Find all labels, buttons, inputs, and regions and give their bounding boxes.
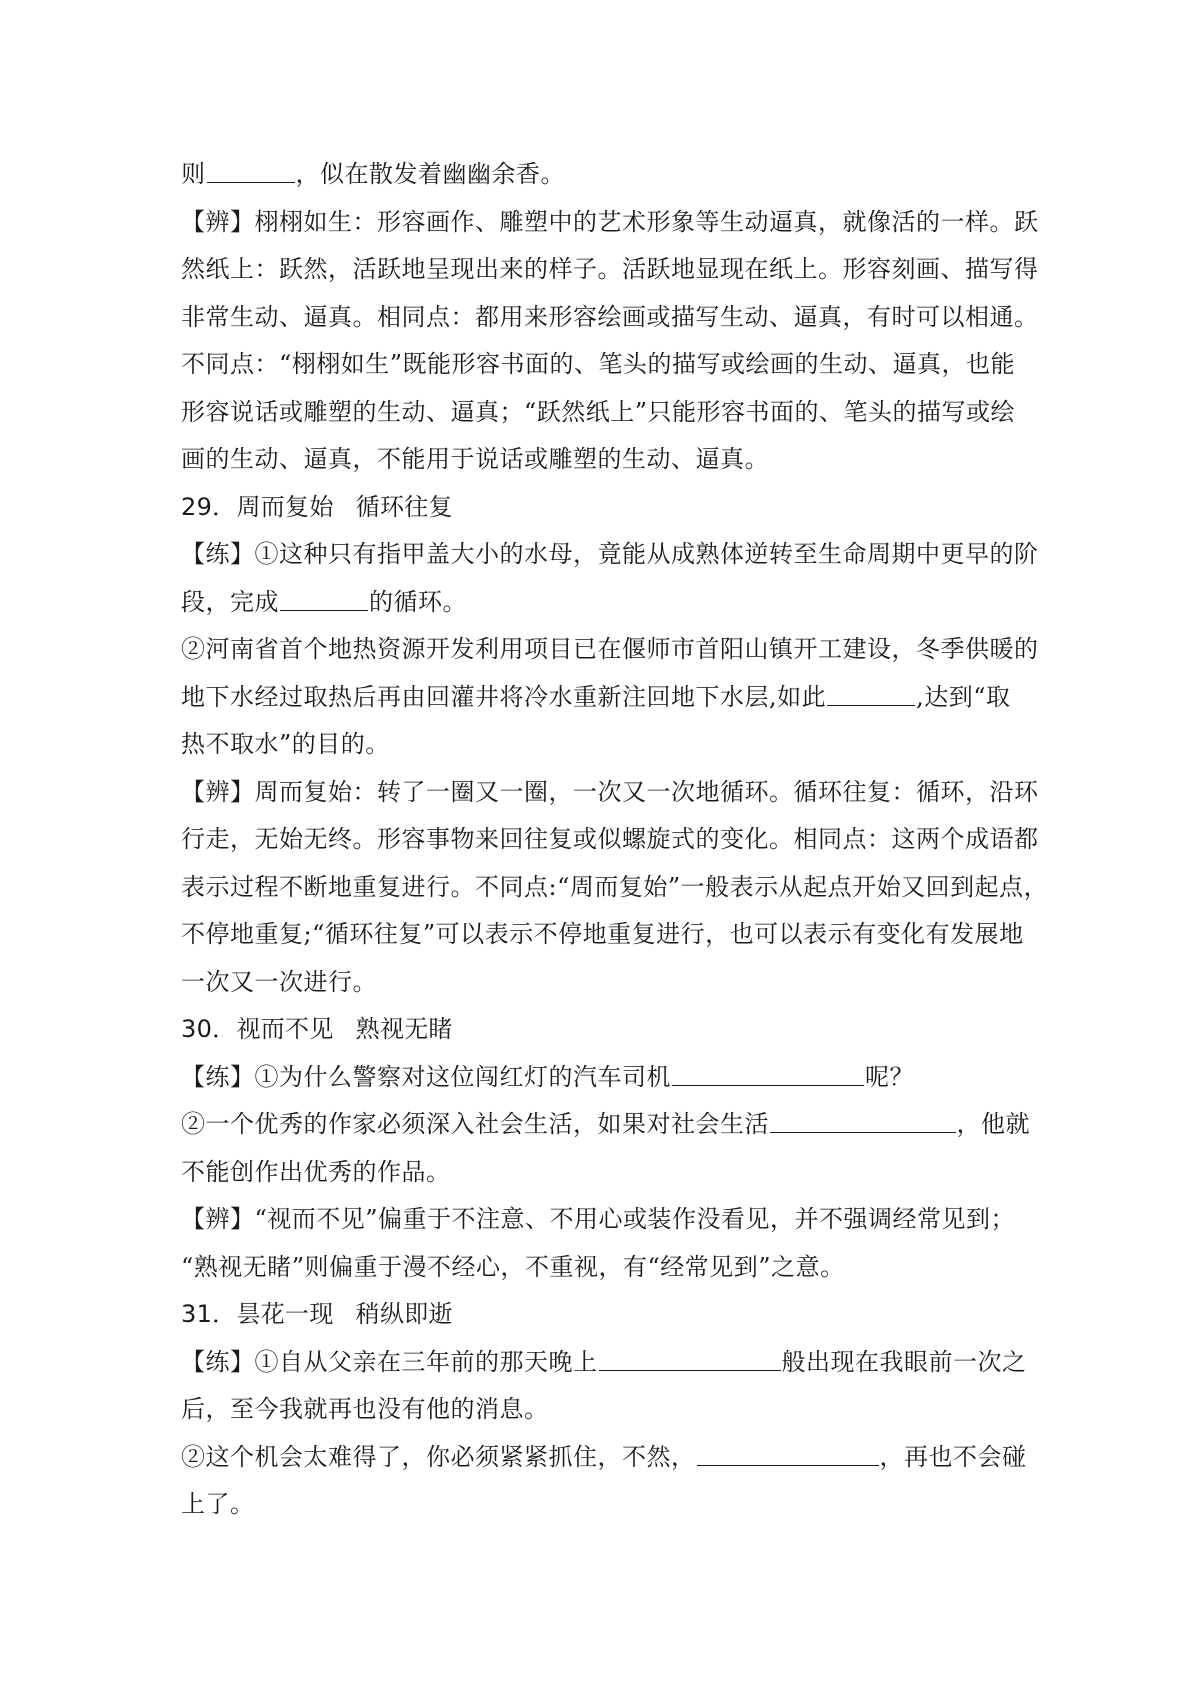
answer-blank	[599, 1348, 781, 1371]
text-line: 【练】①这种只有指甲盖大小的水母，竟能从成熟体逆转至生命周期中更早的阶	[181, 540, 1039, 569]
text-segment: ，似在散发着幽幽余香。	[295, 160, 565, 189]
answer-blank	[280, 588, 368, 611]
text-line: 一次又一次进行。	[181, 967, 377, 996]
text-line	[181, 148, 1030, 196]
text-line: 形容说话或雕塑的生动、逼真；“跃然纸上”只能形容书面的、笔头的描写或绘	[181, 397, 1016, 426]
text-segment: 地下水经过取热后再由回灌井将冷水重新注回地下水层,如此	[181, 682, 827, 711]
section-number: 30．	[181, 1015, 237, 1044]
answer-blank	[207, 160, 295, 183]
text-line: 上了。	[181, 1490, 255, 1519]
text-line: 【辨】“视而不见”偏重于不注意、不用心或装作没看见，并不强调经常见到；	[181, 1205, 1016, 1234]
text-line	[181, 1098, 1030, 1146]
text-line	[181, 1336, 1030, 1384]
section-heading	[181, 481, 1030, 529]
text-line	[181, 1431, 1030, 1479]
idiom-term: 稍纵即逝	[355, 1300, 453, 1329]
answer-blank	[672, 1063, 864, 1086]
section-number: 29．	[181, 492, 237, 521]
text-line: 不同点：“栩栩如生”既能形容书面的、笔头的描写或绘画的生动、逼真，也能	[181, 350, 1016, 379]
text-line: “熟视无睹”则偏重于漫不经心，不重视，有“经常见到”之意。	[181, 1252, 845, 1281]
answer-blank	[770, 1110, 956, 1133]
text-segment: 呢？	[865, 1062, 914, 1091]
section-number: 31．	[181, 1300, 237, 1329]
answer-blank	[697, 1443, 879, 1466]
text-line: ②河南省首个地热资源开发利用项目已在偃师市首阳山镇开工建设，冬季供暖的	[181, 635, 1039, 664]
text-line: 表示过程不断地重复进行。不同点:“周而复始”一般表示从起点开始又回到起点，	[181, 872, 1049, 901]
text-segment: ②这个机会太难得了，你必须紧紧抓住，不然，	[181, 1442, 696, 1471]
text-segment: ，他就	[956, 1110, 1030, 1139]
text-line	[181, 1051, 1030, 1099]
idiom-term: 熟视无睹	[355, 1015, 453, 1044]
answer-blank	[827, 683, 915, 706]
text-line: 然纸上：跃然，活跃地呈现出来的样子。活跃地显现在纸上。形容刻画、描写得	[181, 255, 1039, 284]
text-line: 画的生动、逼真，不能用于说话或雕塑的生动、逼真。	[181, 445, 769, 474]
idiom-term: 视而不见	[236, 1015, 334, 1044]
text-segment: ②一个优秀的作家必须深入社会生活，如果对社会生活	[181, 1110, 769, 1139]
text-line	[181, 576, 1030, 624]
text-segment: 则	[181, 160, 206, 189]
text-segment: ,达到“取	[916, 682, 1011, 711]
idiom-term: 循环往复	[355, 492, 453, 521]
idiom-term: 昙花一现	[236, 1300, 334, 1329]
text-segment: 般出现在我眼前一次之	[781, 1347, 1027, 1376]
text-line	[181, 671, 1030, 719]
text-line: 不能创作出优秀的作品。	[181, 1157, 451, 1186]
text-line: 【辨】周而复始：转了一圈又一圈，一次又一次地循环。循环往复：循环，沿环	[181, 777, 1039, 806]
section-heading	[181, 1288, 1030, 1336]
section-heading	[181, 1003, 1030, 1051]
text-line: 后，至今我就再也没有他的消息。	[181, 1395, 549, 1424]
text-segment: 【练】①为什么警察对这位闯红灯的汽车司机	[181, 1062, 671, 1091]
text-line: 行走，无始无终。形容事物来回往复或似螺旋式的变化。相同点：这两个成语都	[181, 825, 1039, 854]
text-segment: 段，完成	[181, 587, 279, 616]
text-segment: 【练】①自从父亲在三年前的那天晚上	[181, 1347, 598, 1376]
idiom-term: 周而复始	[236, 492, 334, 521]
text-line: 【辨】栩栩如生：形容画作、雕塑中的艺术形象等生动逼真，就像活的一样。跃	[181, 207, 1039, 236]
text-line: 热不取水”的目的。	[181, 730, 390, 759]
text-segment: 的循环。	[369, 587, 467, 616]
text-line: 不停地重复;“循环往复”可以表示不停地重复进行，也可以表示有变化有发展地	[181, 920, 1024, 949]
text-segment: ，再也不会碰	[879, 1442, 1027, 1471]
text-line: 非常生动、逼真。相同点：都用来形容绘画或描写生动、逼真，有时可以相通。	[181, 302, 1039, 331]
